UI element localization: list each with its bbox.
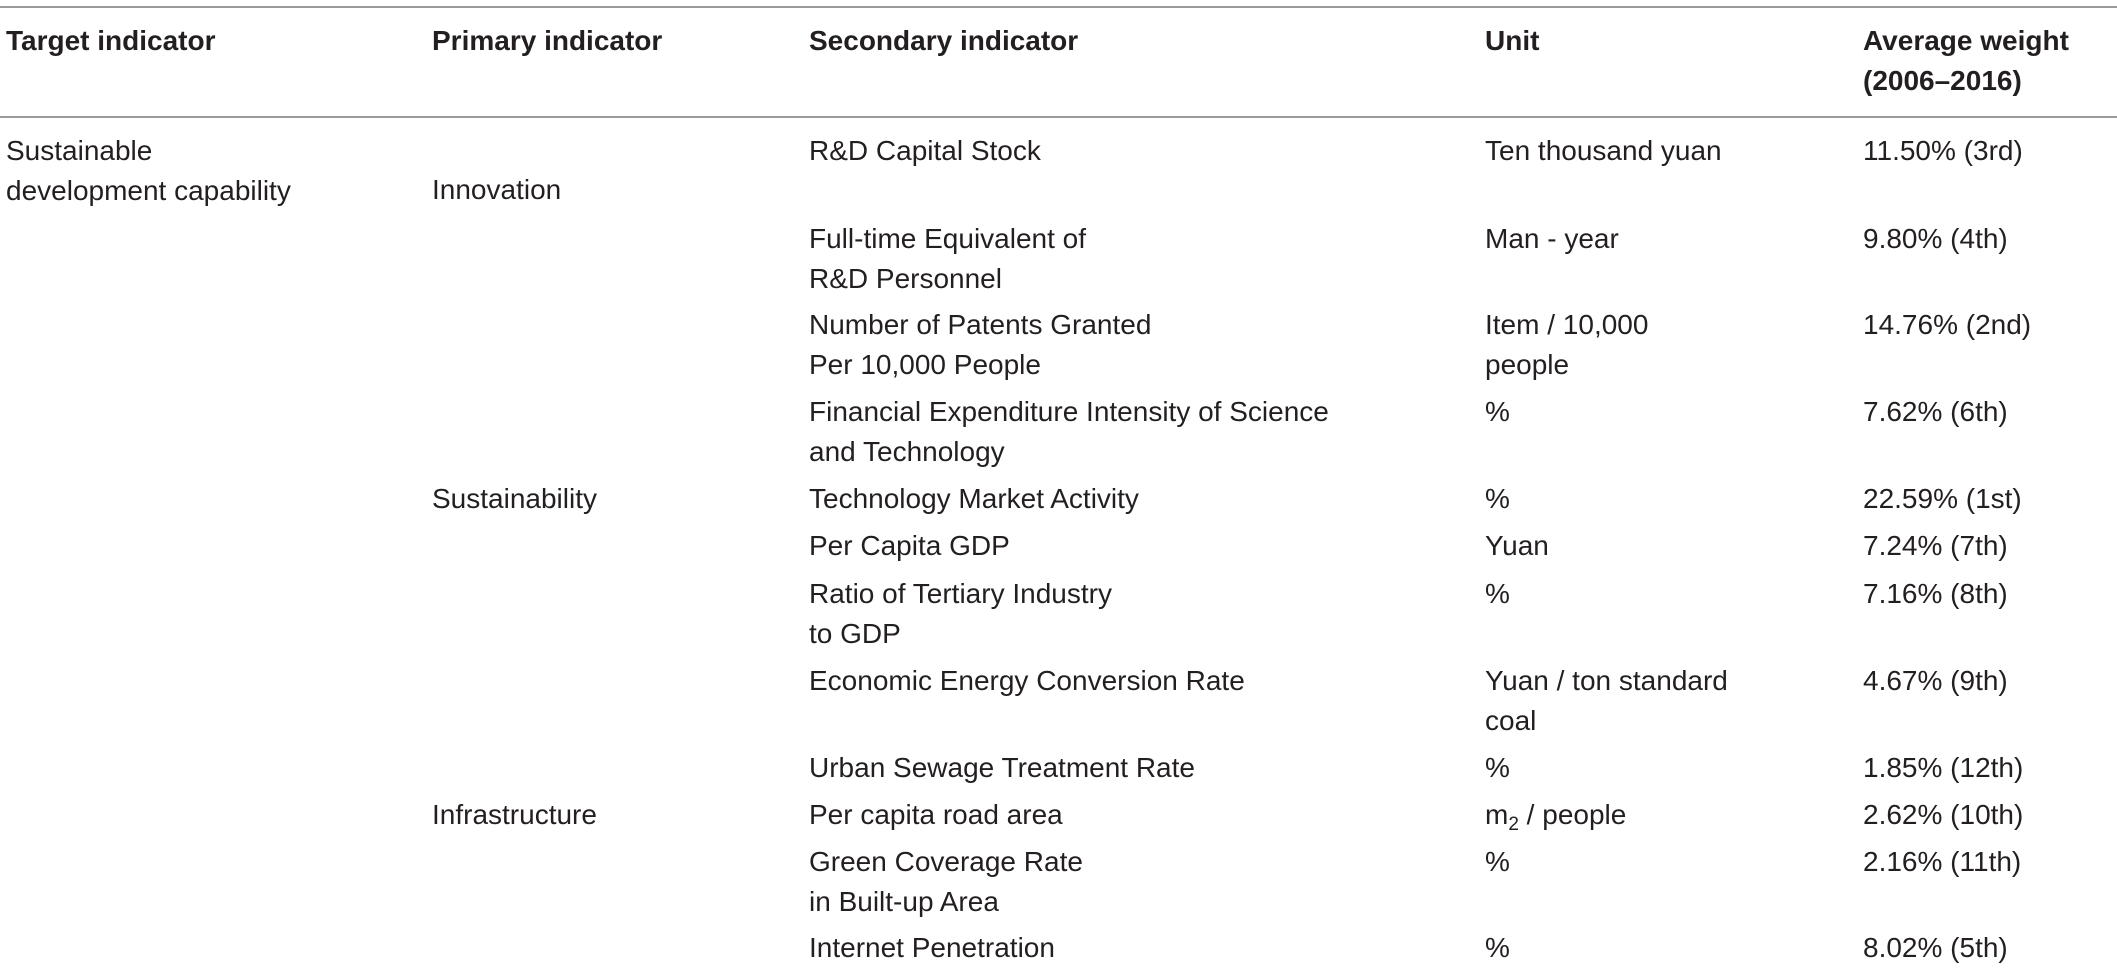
unit-rest: / people — [1518, 799, 1627, 830]
weight-cell: 2.62% (10th) — [1863, 799, 2024, 830]
weight-cell: 9.80% (4th) — [1863, 223, 2008, 254]
header-unit: Unit — [1485, 25, 1540, 56]
weight-cell: 8.02% (5th) — [1863, 932, 2008, 963]
target-indicator-value: Sustainable development capability — [6, 135, 291, 206]
secondary-indicator-cell: Per Capita GDP — [809, 530, 1010, 561]
weight-cell: 4.67% (9th) — [1863, 665, 2008, 696]
secondary-indicator-cell: Urban Sewage Treatment Rate — [809, 752, 1195, 783]
table-top-rule — [0, 6, 2117, 8]
unit-cell — [1485, 795, 1845, 835]
header-secondary-indicator: Secondary indicator — [809, 25, 1079, 56]
weight-cell: 2.16% (11th) — [1863, 846, 2022, 877]
header-rule — [0, 116, 2117, 118]
secondary-indicator-cell: Financial Expenditure Intensity of Science and Technology — [809, 396, 1329, 467]
secondary-indicator-cell: Economic Energy Conversion Rate — [809, 665, 1245, 696]
header-target-indicator: Target indicator — [6, 25, 216, 56]
secondary-indicator-cell: Number of Patents Granted Per 10,000 People — [809, 309, 1152, 380]
unit-cell: % — [1485, 578, 1510, 609]
primary-indicator-sustainability: Sustainability — [432, 483, 597, 514]
unit-cell: % — [1485, 483, 1510, 514]
secondary-indicator-cell: Internet Penetration — [809, 932, 1055, 963]
unit-cell: % — [1485, 932, 1510, 963]
primary-indicator-innovation: Innovation — [432, 174, 562, 205]
secondary-indicator-cell: R&D Capital Stock — [809, 135, 1041, 166]
unit-main: m — [1485, 799, 1509, 830]
unit-cell: Man - year — [1485, 223, 1619, 254]
weight-cell: 7.24% (7th) — [1863, 530, 2008, 561]
secondary-indicator-cell: Technology Market Activity — [809, 483, 1139, 514]
secondary-indicator-cell: Per capita road area — [809, 799, 1063, 830]
unit-cell: % — [1485, 846, 1510, 877]
unit-subscript: 2 — [1508, 814, 1519, 835]
primary-indicator-infrastructure: Infrastructure — [432, 799, 597, 830]
unit-cell: Yuan / ton standard coal — [1485, 665, 1728, 736]
header-primary-indicator: Primary indicator — [432, 25, 663, 56]
weight-cell: 22.59% (1st) — [1863, 483, 2022, 514]
unit-cell: Ten thousand yuan — [1485, 135, 1722, 166]
secondary-indicator-cell: Green Coverage Rate in Built-up Area — [809, 846, 1083, 917]
weight-cell: 11.50% (3rd) — [1863, 135, 2023, 166]
unit-cell: Yuan — [1485, 530, 1549, 561]
weight-cell: 7.16% (8th) — [1863, 578, 2008, 609]
unit-cell: % — [1485, 396, 1510, 427]
secondary-indicator-cell: Ratio of Tertiary Industry to GDP — [809, 578, 1112, 649]
weight-cell: 1.85% (12th) — [1863, 752, 2024, 783]
weight-cell: 14.76% (2nd) — [1863, 309, 2032, 340]
header-average-weight: Average weight (2006–2016) — [1863, 25, 2069, 96]
unit-cell: % — [1485, 752, 1510, 783]
secondary-indicator-cell: Full-time Equivalent of R&D Personnel — [809, 223, 1087, 294]
weight-cell: 7.62% (6th) — [1863, 396, 2008, 427]
unit-cell: Item / 10,000 people — [1485, 309, 1649, 380]
